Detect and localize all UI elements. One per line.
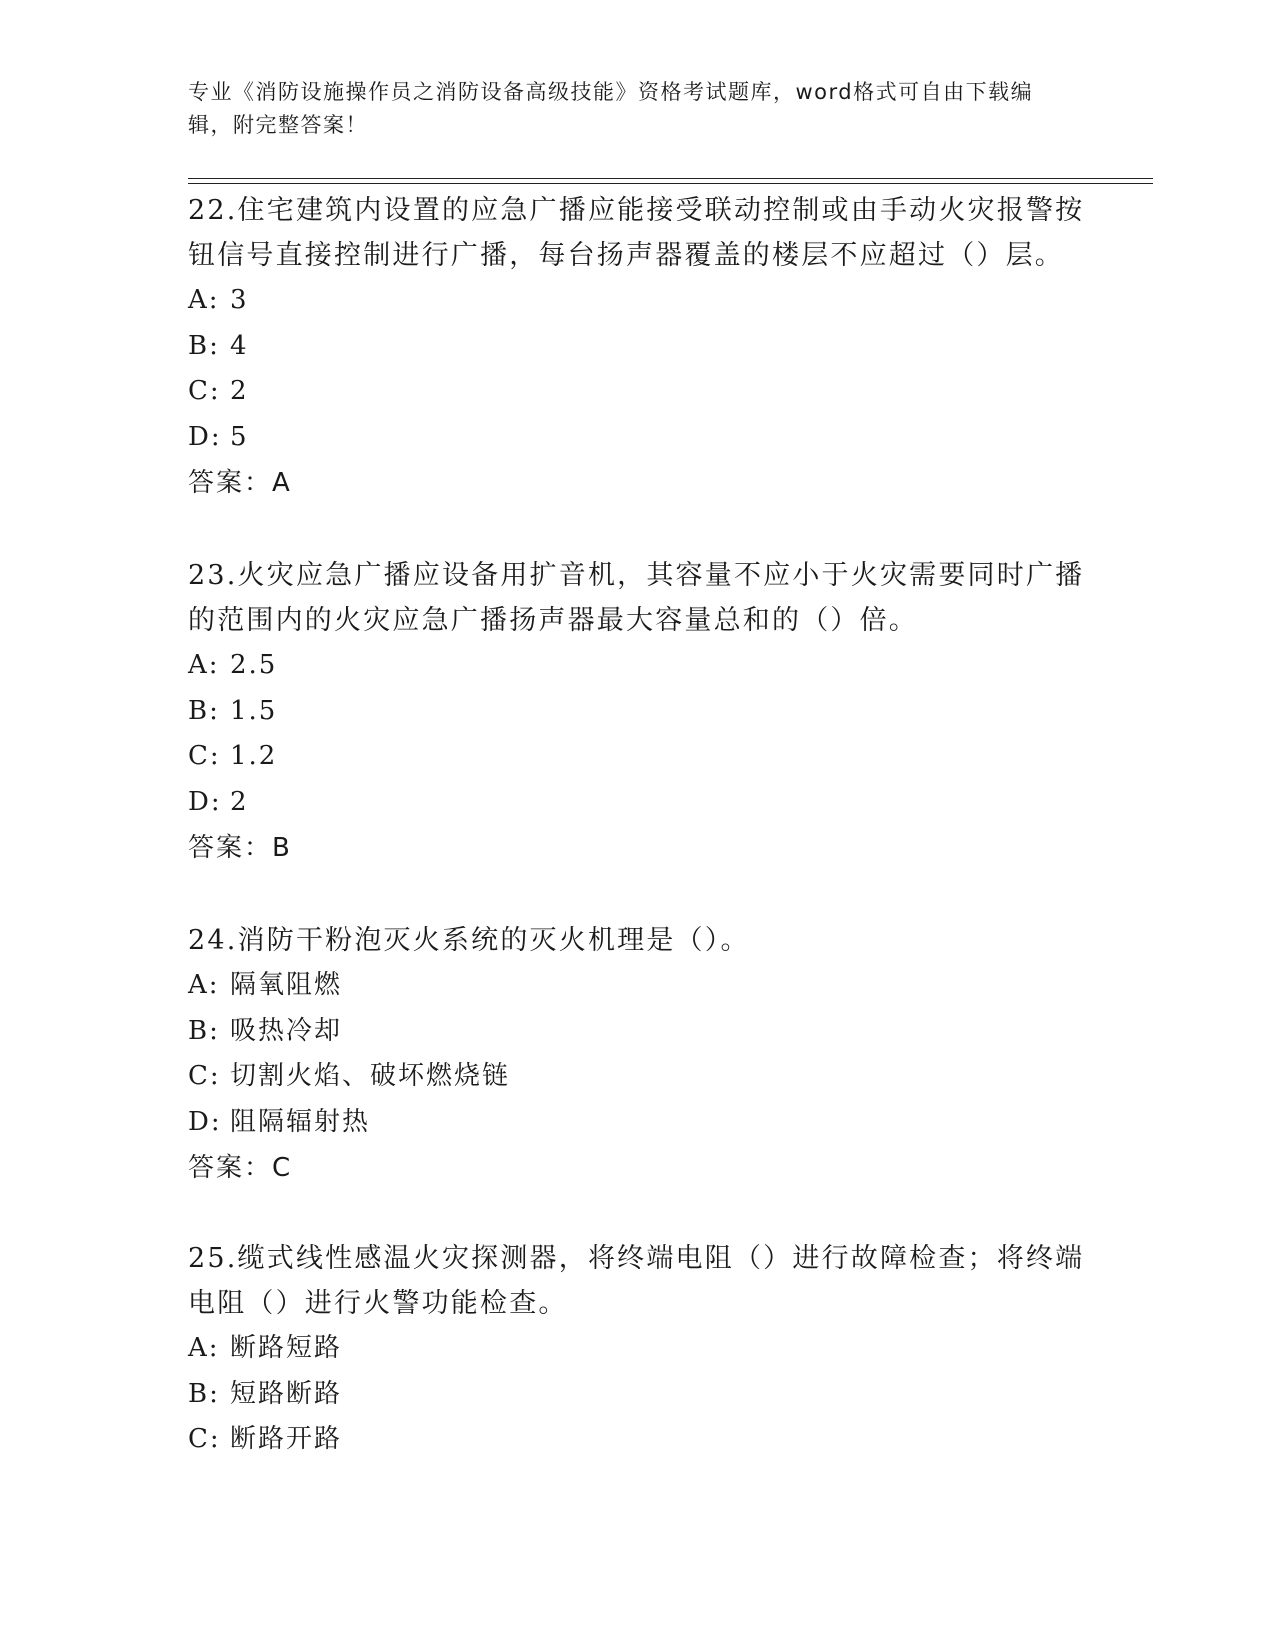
header-divider-bottom (188, 183, 1153, 184)
option-label: D: (188, 421, 222, 452)
question-24 (188, 918, 1088, 1191)
document-header: 专业《消防设施操作员之消防设备高级技能》资格考试题库，word格式可自由下载编辑，附完整答案！ (188, 80, 1034, 137)
option-label: A: (188, 285, 220, 315)
option-label: D: (188, 786, 222, 817)
option-text: 5 (230, 421, 249, 452)
option-text: 断路短路 (230, 1333, 343, 1363)
option-d (188, 780, 1088, 826)
option-text: 2.5 (230, 650, 278, 680)
option-text: 2 (230, 786, 249, 817)
question-23 (188, 553, 1088, 871)
answer-line: 答案：C (188, 1153, 293, 1183)
question-stem: 25.缆式线性感温火灾探测器，将终端电阻（）进行故障检查；将终端电阻（）进行火警功能检查。 (188, 1243, 1085, 1319)
option-label: C: (188, 741, 221, 771)
option-label: B: (188, 1378, 220, 1409)
option-c (188, 1417, 1088, 1463)
option-label: B: (188, 330, 220, 361)
option-label: D: (188, 1106, 222, 1137)
option-c (188, 369, 1088, 415)
question-stem: 24.消防干粉泡灭火系统的灭火机理是（）。 (188, 925, 750, 956)
option-text: 3 (230, 285, 249, 315)
question-22 (188, 188, 1088, 506)
option-label: B: (188, 695, 220, 726)
option-text: 断路开路 (230, 1424, 343, 1454)
option-text: 隔氧阻燃 (230, 970, 343, 1000)
answer-line: 答案：A (188, 468, 292, 498)
option-label: C: (188, 1424, 221, 1454)
option-text: 1.5 (230, 695, 278, 726)
option-text: 4 (230, 330, 249, 361)
option-text: 2 (230, 376, 249, 406)
option-label: A: (188, 1333, 220, 1363)
option-text: 吸热冷却 (230, 1015, 343, 1046)
option-label: A: (188, 970, 220, 1000)
header-divider-top (188, 178, 1153, 179)
option-a (188, 643, 1088, 689)
option-c (188, 1054, 1088, 1100)
option-d (188, 415, 1088, 461)
option-b (188, 689, 1088, 735)
option-text: 短路断路 (230, 1378, 343, 1409)
question-stem: 23.火灾应急广播应设备用扩音机，其容量不应小于火灾需要同时广播的范围内的火灾应急广播扬声器最大容量总和的（）倍。 (188, 560, 1085, 636)
option-a (188, 1326, 1088, 1372)
question-25 (188, 1236, 1088, 1463)
option-label: C: (188, 1061, 221, 1091)
option-label: C: (188, 376, 221, 406)
option-d (188, 1100, 1088, 1146)
question-stem: 22.住宅建筑内设置的应急广播应能接受联动控制或由手动火灾报警按钮信号直接控制进行广播，每台扬声器覆盖的楼层不应超过（）层。 (188, 195, 1085, 271)
option-text: 1.2 (230, 741, 278, 771)
option-a (188, 963, 1088, 1009)
option-text: 切割火焰、破坏燃烧链 (230, 1061, 511, 1091)
option-label: B: (188, 1015, 220, 1046)
option-label: A: (188, 650, 220, 680)
option-c (188, 734, 1088, 780)
option-a (188, 278, 1088, 324)
answer-line: 答案：B (188, 833, 292, 863)
option-b (188, 1372, 1088, 1418)
option-text: 阻隔辐射热 (230, 1106, 371, 1137)
option-b (188, 324, 1088, 370)
option-b (188, 1009, 1088, 1055)
